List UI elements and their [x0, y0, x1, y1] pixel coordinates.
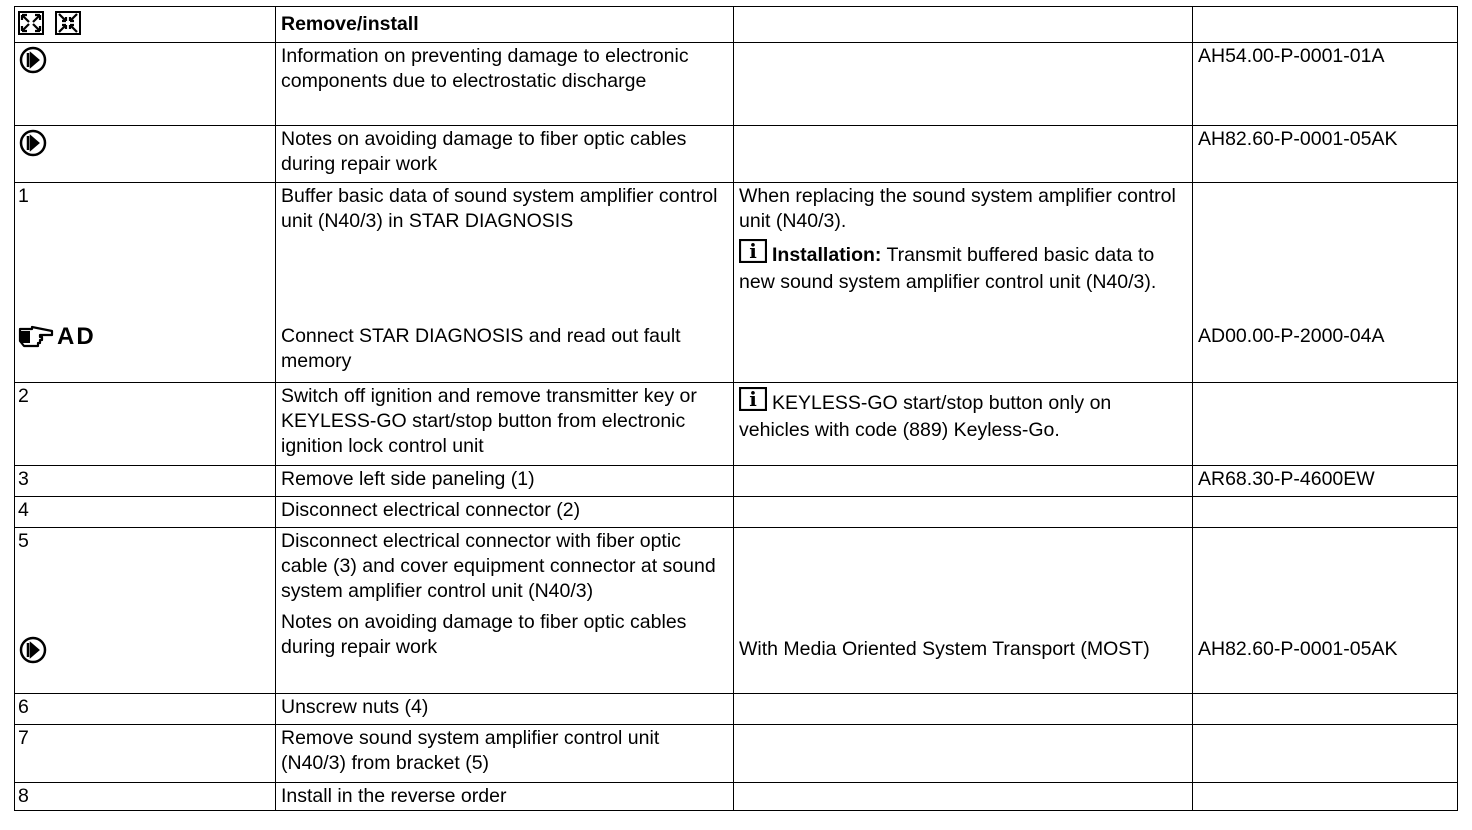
doc-ref-cell	[1193, 783, 1458, 811]
table-row	[15, 466, 1458, 497]
doc-ref-cell	[1193, 528, 1458, 694]
note-cell	[734, 43, 1193, 126]
note-text: With Media Oriented System Transport (MOST)	[739, 638, 1150, 660]
table-row	[15, 383, 1458, 466]
step-text: Switch off ignition and remove transmitter key or KEYLESS-GO start/stop button from electronic ignition lock control unit	[276, 383, 734, 466]
step-text-cell	[276, 528, 734, 694]
step-text: Install in the reverse order	[276, 783, 734, 811]
note-cell	[734, 725, 1193, 783]
diagnosis-label: AD	[57, 323, 96, 350]
doc-ref-link[interactable]: AH82.60-P-0001-05AK	[1193, 126, 1458, 183]
doc-ref-link[interactable]: AR68.30-P-4600EW	[1193, 466, 1458, 497]
note-cell	[734, 466, 1193, 497]
svg-text:i: i	[749, 387, 757, 411]
info-note-text: Transmit buffered basic data to new sound system amplifier control unit (N40/3).	[739, 244, 1157, 293]
note-cell	[734, 497, 1193, 528]
header-row	[15, 7, 1458, 43]
pointing-hand-icon	[18, 325, 54, 349]
collapse-arrows-icon[interactable]	[55, 11, 81, 42]
table-row	[15, 694, 1458, 725]
step-text: Remove sound system amplifier control unit (N40/3) from bracket (5)	[276, 725, 734, 783]
step-number: 4	[15, 497, 276, 528]
step-text: Unscrew nuts (4)	[276, 694, 734, 725]
step-text: Disconnect electrical connector (2)	[276, 497, 734, 528]
table-row	[15, 725, 1458, 783]
note-cell	[734, 126, 1193, 183]
svg-text:i: i	[749, 239, 757, 263]
table-row	[15, 43, 1458, 126]
step-cell	[15, 528, 276, 694]
table-row	[15, 126, 1458, 183]
doc-ref-link[interactable]: AH82.60-P-0001-05AK	[1198, 638, 1398, 660]
step-text: Disconnect electrical connector with fiber optic cable (3) and cover equipment connector at sound system amplifier control unit (N40/3)	[281, 530, 716, 602]
step-number: 2	[15, 383, 276, 466]
info-box-icon	[739, 387, 767, 418]
step-text-cell	[276, 183, 734, 383]
doc-ref-cell	[1193, 497, 1458, 528]
substep-text: Connect STAR DIAGNOSIS and read out fault memory	[281, 325, 681, 372]
substep-text: Notes on avoiding damage to fiber optic cables during repair work	[281, 611, 687, 658]
step-number: 3	[15, 466, 276, 497]
step-number: 7	[15, 725, 276, 783]
info-box-icon	[739, 239, 767, 270]
note-circle-arrow-icon[interactable]	[18, 46, 48, 81]
step-cell	[15, 126, 276, 183]
note-cell	[734, 528, 1193, 694]
procedure-table	[14, 6, 1458, 811]
table-row	[15, 783, 1458, 811]
step-cell	[15, 43, 276, 126]
info-note	[739, 239, 1187, 295]
note-cell	[734, 383, 1193, 466]
note-circle-arrow-icon[interactable]	[18, 636, 48, 671]
table-row	[15, 497, 1458, 528]
doc-ref-cell	[1193, 725, 1458, 783]
doc-ref-cell	[1193, 694, 1458, 725]
diagnosis-marker[interactable]	[18, 324, 96, 349]
info-note-label: Installation:	[772, 244, 882, 266]
step-text: Remove left side paneling (1)	[276, 466, 734, 497]
doc-ref-link[interactable]: AD00.00-P-2000-04A	[1198, 325, 1385, 347]
doc-ref-link[interactable]: AH54.00-P-0001-01A	[1193, 43, 1458, 126]
step-number: 5	[18, 530, 29, 552]
step-text: Buffer basic data of sound system amplifier control unit (N40/3) in STAR DIAGNOSIS	[281, 185, 718, 232]
step-number: 6	[15, 694, 276, 725]
header-empty-cell	[734, 7, 1193, 43]
step-text: Information on preventing damage to electronic components due to electrostatic discharge	[276, 43, 734, 126]
step-cell	[15, 183, 276, 383]
header-icons-cell	[15, 7, 276, 43]
expand-arrows-icon[interactable]	[18, 11, 44, 42]
note-circle-arrow-icon[interactable]	[18, 129, 48, 164]
note-cell	[734, 694, 1193, 725]
header-title: Remove/install	[276, 7, 734, 43]
note-cell	[734, 183, 1193, 383]
note-cell	[734, 783, 1193, 811]
table-row	[15, 528, 1458, 694]
note-text: KEYLESS-GO start/stop button only on vehicles with code (889) Keyless-Go.	[739, 392, 1112, 441]
step-number: 1	[18, 185, 29, 207]
step-number: 8	[15, 783, 276, 811]
note-text: When replacing the sound system amplifier control unit (N40/3).	[739, 185, 1176, 232]
doc-ref-cell	[1193, 183, 1458, 383]
table-row	[15, 183, 1458, 383]
doc-ref-cell	[1193, 383, 1458, 466]
step-text: Notes on avoiding damage to fiber optic cables during repair work	[276, 126, 734, 183]
header-doc-cell	[1193, 7, 1458, 43]
